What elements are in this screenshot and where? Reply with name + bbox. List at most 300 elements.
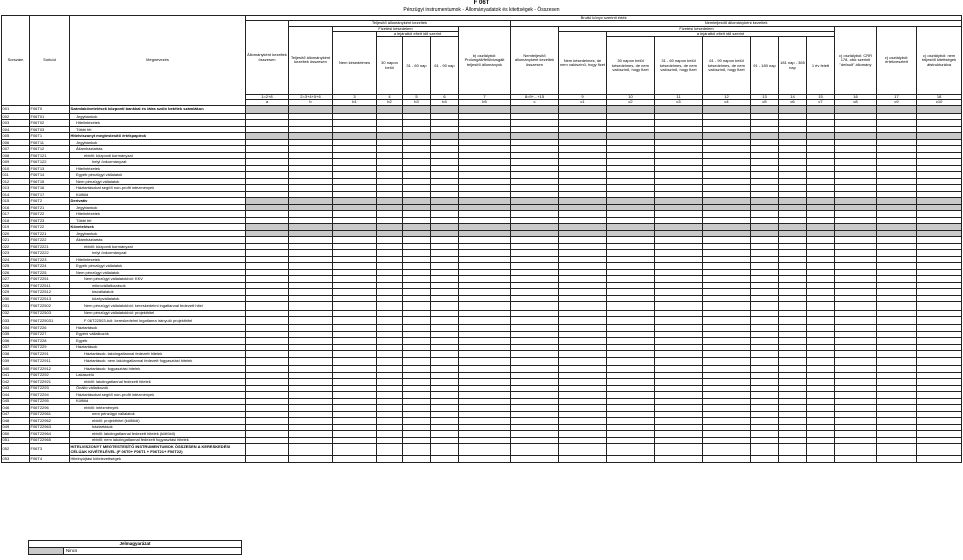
header-group-brutto: Bruttó könyv szerinti érték <box>246 16 962 21</box>
value-cell <box>559 357 607 365</box>
value-cell <box>431 302 459 310</box>
value-cell <box>917 317 962 325</box>
row-code: F06T122 <box>30 159 70 166</box>
value-cell <box>877 456 917 463</box>
value-cell <box>807 105 835 113</box>
formula-cell: 12 <box>703 95 751 100</box>
value-cell <box>703 444 751 456</box>
value-cell <box>751 302 779 310</box>
row-code: F06T22 <box>30 224 70 231</box>
letter-cell: c3 <box>655 100 703 105</box>
value-cell <box>403 317 431 325</box>
value-cell <box>807 317 835 325</box>
row-code: F06T01 <box>30 113 70 120</box>
value-cell <box>431 456 459 463</box>
value-cell <box>511 317 559 325</box>
row-code: F06T21 <box>30 204 70 211</box>
letter-cell: c6 <box>779 100 807 105</box>
letter-cell: c9 <box>877 100 917 105</box>
row-label: Háztartások: nem lakóingatlannal fedezett fogyasztási hitelek <box>70 357 246 365</box>
row-code: F06T2251 <box>30 276 70 283</box>
value-cell <box>511 357 559 365</box>
row-number: 033 <box>2 317 30 325</box>
letter-cell: b5 <box>459 100 511 105</box>
row-code: F06T22921 <box>30 379 70 386</box>
value-cell <box>377 357 403 365</box>
formula-cell: 4 <box>377 95 403 100</box>
row-code: F06T229 <box>30 344 70 351</box>
row-number: 025 <box>2 263 30 270</box>
row-number: 026 <box>2 269 30 276</box>
row-label: Jegybankok <box>70 113 246 120</box>
value-cell <box>917 302 962 310</box>
letter-cell: c <box>511 100 559 105</box>
row-label: F 06T22503-ból: kereskedelmi ingatlanra irányuló projekthitel <box>70 317 246 325</box>
row-code: F06T221 <box>30 230 70 237</box>
value-cell <box>431 105 459 113</box>
value-cell <box>877 302 917 310</box>
letter-cell: b <box>289 100 333 105</box>
formula-cell: 6 <box>431 95 459 100</box>
value-cell <box>835 317 877 325</box>
row-number: 031 <box>2 302 30 310</box>
value-cell <box>807 302 835 310</box>
value-cell <box>779 456 807 463</box>
value-cell <box>403 357 431 365</box>
header-30-alatt: 30 napon belül <box>377 37 403 95</box>
row-label: Háztartásokat segítő non-profit intézmények <box>70 392 246 399</box>
value-cell <box>377 456 403 463</box>
table-row <box>2 444 962 456</box>
row-label: Egyéb pénzügyi vállalatok <box>70 172 246 179</box>
letter-cell: c2 <box>607 100 655 105</box>
row-number: 005 <box>2 133 30 140</box>
value-cell <box>289 302 333 310</box>
row-label: Hitelintézetek <box>70 120 246 127</box>
value-cell <box>807 456 835 463</box>
row-code: F06T22 <box>30 211 70 218</box>
row-number: 003 <box>2 120 30 127</box>
value-cell <box>459 444 511 456</box>
row-label: Hitelviszonyt megtestesítő értékpapírok <box>70 133 246 140</box>
row-code: F06T22502 <box>30 302 70 310</box>
row-code: F06T3 <box>30 444 70 456</box>
row-number: 012 <box>2 178 30 185</box>
row-label: ebből: projekthitel (külföldi) <box>70 418 246 425</box>
header-fizetesi-keses-2: Fizetési késedelem <box>559 26 835 31</box>
value-cell <box>511 456 559 463</box>
row-number: 017 <box>2 211 30 218</box>
row-code: F06T22513 <box>30 295 70 302</box>
value-cell <box>511 444 559 456</box>
formula-cell: 7 <box>459 95 511 100</box>
value-cell <box>607 456 655 463</box>
row-code: F06T2293 <box>30 385 70 392</box>
value-cell <box>559 302 607 310</box>
table-row <box>2 456 962 463</box>
row-label: Háztartásokat segítő non-profit intézmények <box>70 185 246 192</box>
legend-title: Jelmagyarázat <box>28 540 242 548</box>
formula-cell: 13 <box>751 95 779 100</box>
value-cell <box>655 456 703 463</box>
row-label: Egyéb <box>70 338 246 345</box>
row-number: 018 <box>2 217 30 224</box>
header-group-teljesito: Teljesítő állományként kezeltek <box>289 21 511 26</box>
value-cell <box>246 357 289 365</box>
value-cell <box>333 317 377 325</box>
value-cell <box>835 357 877 365</box>
row-number: 004 <box>2 126 30 133</box>
row-code: F06T15 <box>30 178 70 185</box>
table-body <box>2 105 962 462</box>
legend-swatch <box>29 548 64 554</box>
row-label: Számlakövetelések központi bankkal és látra szóló betétek számlákon <box>70 105 246 113</box>
row-code: F06T22963 <box>30 424 70 431</box>
header-fizetesi-keses-1: Fizetési késedelem <box>333 26 459 31</box>
value-cell <box>511 105 559 113</box>
row-label: helyi önkormányzat <box>70 159 246 166</box>
row-number: 032 <box>2 310 30 317</box>
header-b-oszt: b) osztályból: Prolongált/felülvizsgált teljesítő állományok <box>459 26 511 95</box>
header-31-60: 31 - 60 nap <box>403 37 431 95</box>
header-sorszam: Sorszám <box>2 16 30 106</box>
row-label: Hitelintézetek <box>70 256 246 263</box>
value-cell <box>779 444 807 456</box>
value-cell <box>333 444 377 456</box>
table-row <box>2 317 962 325</box>
row-label: Nem pénzügyi vállalatokból: projekthitel <box>70 310 246 317</box>
row-label: Nem pénzügyi vállalatok <box>70 269 246 276</box>
value-cell <box>917 105 962 113</box>
row-number: 013 <box>2 185 30 192</box>
row-code: F06T121 <box>30 152 70 159</box>
row-code: F06T2291 <box>30 351 70 358</box>
header-osszes: Állományként kezeltek összesen <box>246 21 289 95</box>
value-cell <box>559 456 607 463</box>
value-cell <box>877 357 917 365</box>
page-header <box>0 0 963 13</box>
legend-text: Nincs <box>66 548 78 553</box>
letter-cell: c1 <box>559 100 607 105</box>
row-label: Nem pénzügyi vállalatok <box>70 178 246 185</box>
row-number: 027 <box>2 276 30 283</box>
row-code: F06T226 <box>30 325 70 332</box>
row-label: Államháztartás <box>70 146 246 153</box>
value-cell <box>607 317 655 325</box>
header-61-90: 61 - 90 nap <box>431 37 459 95</box>
value-cell <box>559 317 607 325</box>
value-cell <box>289 105 333 113</box>
row-label: Lakáscélú <box>70 372 246 379</box>
row-label: Jegybankok <box>70 139 246 146</box>
row-code: F06T22964 <box>30 431 70 438</box>
value-cell <box>377 444 403 456</box>
row-code: F06T16 <box>30 185 70 192</box>
value-cell <box>779 357 807 365</box>
header-sorkod: Sorkód <box>30 16 70 106</box>
value-cell <box>835 105 877 113</box>
row-number: 050 <box>2 431 30 438</box>
row-number: 014 <box>2 191 30 198</box>
formula-cell: 14 <box>779 95 807 100</box>
value-cell <box>807 444 835 456</box>
value-cell <box>377 105 403 113</box>
row-number: 044 <box>2 392 30 399</box>
header-1ev: 1 év felett <box>807 37 835 95</box>
header-telj-ossz: Teljesítő állományként kezeltek összesen <box>289 26 333 95</box>
value-cell <box>751 357 779 365</box>
value-cell <box>459 357 511 365</box>
report-table <box>1 15 962 463</box>
value-cell <box>403 444 431 456</box>
value-cell <box>751 444 779 456</box>
row-label: HITELVISZONYT MEGTESTESÍTŐ INSTRUMENTUMOK ÖSSZESEN A KERESKEDÉSI CÉLÚAK KIVÉTELÉVEL (F 06T0+ F06T1 + F06T21+ F06T22) <box>70 444 246 456</box>
formula-cell: 1=2+8 <box>246 95 289 100</box>
formula-cell: 16 <box>835 95 877 100</box>
row-number: 001 <box>2 105 30 113</box>
value-cell <box>751 105 779 113</box>
value-cell <box>703 105 751 113</box>
value-cell <box>431 317 459 325</box>
value-cell <box>779 302 807 310</box>
row-code: F06T03 <box>30 126 70 133</box>
header-lejarat-2: a lejárattól eltelt idő szerint <box>607 31 835 36</box>
value-cell <box>246 444 289 456</box>
row-code: F06T22962 <box>30 418 70 425</box>
row-label: Háztartások: lakóingatlannal fedezett hitelek <box>70 351 246 358</box>
header-91-180: 91 - 180 nap <box>751 37 779 95</box>
row-number: 006 <box>2 139 30 146</box>
legend-row <box>28 548 242 555</box>
row-number: 043 <box>2 385 30 392</box>
value-cell <box>511 302 559 310</box>
row-label: Háztartások <box>70 325 246 332</box>
value-cell <box>559 105 607 113</box>
value-cell <box>607 357 655 365</box>
value-cell <box>655 444 703 456</box>
formula-cell: 5 <box>403 95 431 100</box>
row-number: 046 <box>2 405 30 412</box>
row-code: F06T22511 <box>30 282 70 289</box>
row-code: F06T23 <box>30 217 70 224</box>
row-label: ebből: nem lakóingatlannal fedezett fogyasztási hitelek <box>70 437 246 444</box>
row-number: 048 <box>2 418 30 425</box>
value-cell <box>607 444 655 456</box>
header-nem-kesed: Nem késedelmes <box>333 31 377 94</box>
report-subtitle: Pénzügyi instrumentumok - Állományadatok és kitettségek - Összesen <box>403 7 560 13</box>
value-cell <box>807 357 835 365</box>
header-c-ertekv: c) osztályból: értékvesztett <box>877 26 917 95</box>
row-label: Hitelintézetek <box>70 165 246 172</box>
row-number: 019 <box>2 224 30 231</box>
report-title: F 06T <box>473 0 490 6</box>
row-number: 049 <box>2 424 30 431</box>
header-30-alatt-2: 30 napon belül késedelmes, de nem valószínű, hogy fizet <box>607 37 655 95</box>
value-cell <box>703 357 751 365</box>
row-label: Jegybankok <box>70 230 246 237</box>
letter-cell: b4 <box>431 100 459 105</box>
value-cell <box>333 357 377 365</box>
value-cell <box>431 357 459 365</box>
table-row <box>2 357 962 365</box>
value-cell <box>289 444 333 456</box>
legend <box>28 540 242 555</box>
value-cell <box>703 456 751 463</box>
row-number: 024 <box>2 256 30 263</box>
letter-cell: b2 <box>377 100 403 105</box>
value-cell <box>459 105 511 113</box>
row-label: ebből: intézmények <box>70 405 246 412</box>
row-number: 009 <box>2 159 30 166</box>
value-cell <box>246 317 289 325</box>
row-number: 020 <box>2 230 30 237</box>
row-label: Külföld <box>70 191 246 198</box>
row-number: 038 <box>2 351 30 358</box>
letter-cell: c7 <box>807 100 835 105</box>
value-cell <box>779 105 807 113</box>
row-code: F06T14 <box>30 172 70 179</box>
header-megnevezes: Megnevezés <box>70 16 246 106</box>
row-number: 002 <box>2 113 30 120</box>
value-cell <box>246 302 289 310</box>
row-number: 008 <box>2 152 30 159</box>
row-number: 040 <box>2 366 30 373</box>
row-label: helyi önkormányzat <box>70 250 246 257</box>
value-cell <box>289 317 333 325</box>
row-label: ebből: központi kormányzat <box>70 243 246 250</box>
header-lejarat-1: a lejárattól eltelt idő szerint <box>377 31 459 36</box>
row-code: F06T17 <box>30 191 70 198</box>
value-cell <box>246 105 289 113</box>
row-label: Hitelnyújtási kötelezettségek <box>70 456 246 463</box>
formula-cell: 2=3+4+5+6 <box>289 95 333 100</box>
row-code: F06T22911 <box>30 357 70 365</box>
value-cell <box>917 444 962 456</box>
value-cell <box>835 302 877 310</box>
row-code: F06T12 <box>30 146 70 153</box>
formula-cell: 9 <box>559 95 607 100</box>
header-nemtelj-ossz: Nemteljesítő állományként kezeltek összesen <box>511 26 559 95</box>
formula-cell: 17 <box>877 95 917 100</box>
row-code: F06T22512 <box>30 289 70 296</box>
value-cell <box>607 302 655 310</box>
value-cell <box>459 456 511 463</box>
formula-cell: 11 <box>655 95 703 100</box>
row-code: F06T02 <box>30 120 70 127</box>
value-cell <box>403 105 431 113</box>
row-label: Derivatív <box>70 198 246 205</box>
row-label: Nem pénzügyi vállalatokból: KKV <box>70 276 246 283</box>
value-cell <box>333 302 377 310</box>
row-number: 015 <box>2 198 30 205</box>
letter-cell: c5 <box>751 100 779 105</box>
row-number: 051 <box>2 437 30 444</box>
row-number: 022 <box>2 243 30 250</box>
header-c-nemtelj: c) osztályból: nem teljesítő kitettségek átstrukturálva <box>917 26 962 95</box>
value-cell <box>917 357 962 365</box>
row-code: F06T2294 <box>30 392 70 399</box>
row-number: 037 <box>2 344 30 351</box>
value-cell <box>779 317 807 325</box>
value-cell <box>703 302 751 310</box>
row-number: 052 <box>2 444 30 456</box>
formula-cell: 18 <box>917 95 962 100</box>
formula-cell: 3 <box>333 95 377 100</box>
row-label: ebből: lakóingatlannal fedezett hitelek (külföldi) <box>70 431 246 438</box>
value-cell <box>377 302 403 310</box>
header-31-60-2: 31 - 60 napon belül késedelmes, de nem valószínű, hogy fizet <box>655 37 703 95</box>
value-cell <box>835 444 877 456</box>
row-number: 042 <box>2 379 30 386</box>
letter-cell: c8 <box>835 100 877 105</box>
row-label: Jegybankok <box>70 204 246 211</box>
row-label: Önálló vállalkozók <box>70 385 246 392</box>
row-number: 021 <box>2 237 30 244</box>
header-nem-kesed-2: Nem késedelmes, de nem valószínű, hogy fizet <box>559 31 607 94</box>
row-label: középvállalatok <box>70 295 246 302</box>
row-label: Nem pénzügyi vállalatokból: kereskedelmi ingatlannal fedezett hitel <box>70 302 246 310</box>
table-row <box>2 302 962 310</box>
value-cell <box>877 444 917 456</box>
row-number: 041 <box>2 372 30 379</box>
value-cell <box>459 302 511 310</box>
row-label: Külföld <box>70 398 246 405</box>
value-cell <box>655 105 703 113</box>
value-cell <box>333 456 377 463</box>
row-number: 047 <box>2 411 30 418</box>
value-cell <box>289 357 333 365</box>
row-code: F06T228 <box>30 338 70 345</box>
header-c-crr: c) osztályból: CRR 178. cikk szerinti "default" állomány <box>835 26 877 95</box>
row-number: 045 <box>2 398 30 405</box>
formula-cell: 10 <box>607 95 655 100</box>
row-label: Egyéb pénzügyi vállalatok <box>70 263 246 270</box>
value-cell <box>655 317 703 325</box>
row-code: F06T4 <box>30 456 70 463</box>
row-number: 011 <box>2 172 30 179</box>
row-label: Többi fél <box>70 217 246 224</box>
row-number: 035 <box>2 331 30 338</box>
row-code: F06T1 <box>30 133 70 140</box>
row-code: F06T227 <box>30 331 70 338</box>
row-code: F06T22965 <box>30 437 70 444</box>
value-cell <box>751 456 779 463</box>
row-code: F06T22912 <box>30 366 70 373</box>
row-label: nem pénzügyi vállalatok <box>70 411 246 418</box>
row-code: F06T11 <box>30 139 70 146</box>
value-cell <box>751 317 779 325</box>
value-cell <box>877 317 917 325</box>
row-code: F06T223 <box>30 256 70 263</box>
row-label: Többi fél <box>70 126 246 133</box>
value-cell <box>917 456 962 463</box>
row-label: mikrovállalkozások <box>70 282 246 289</box>
value-cell <box>403 302 431 310</box>
row-label: Államháztartás <box>70 237 246 244</box>
letter-cell: c4 <box>703 100 751 105</box>
value-cell <box>246 456 289 463</box>
header-181-365: 181 nap - 365 nap <box>779 37 807 95</box>
value-cell <box>655 302 703 310</box>
row-number: 053 <box>2 456 30 463</box>
row-number: 030 <box>2 295 30 302</box>
row-number: 016 <box>2 204 30 211</box>
row-code: F06T2295 <box>30 398 70 405</box>
value-cell <box>403 456 431 463</box>
row-number: 029 <box>2 289 30 296</box>
row-code: F06T22503 <box>30 310 70 317</box>
row-number: 007 <box>2 146 30 153</box>
